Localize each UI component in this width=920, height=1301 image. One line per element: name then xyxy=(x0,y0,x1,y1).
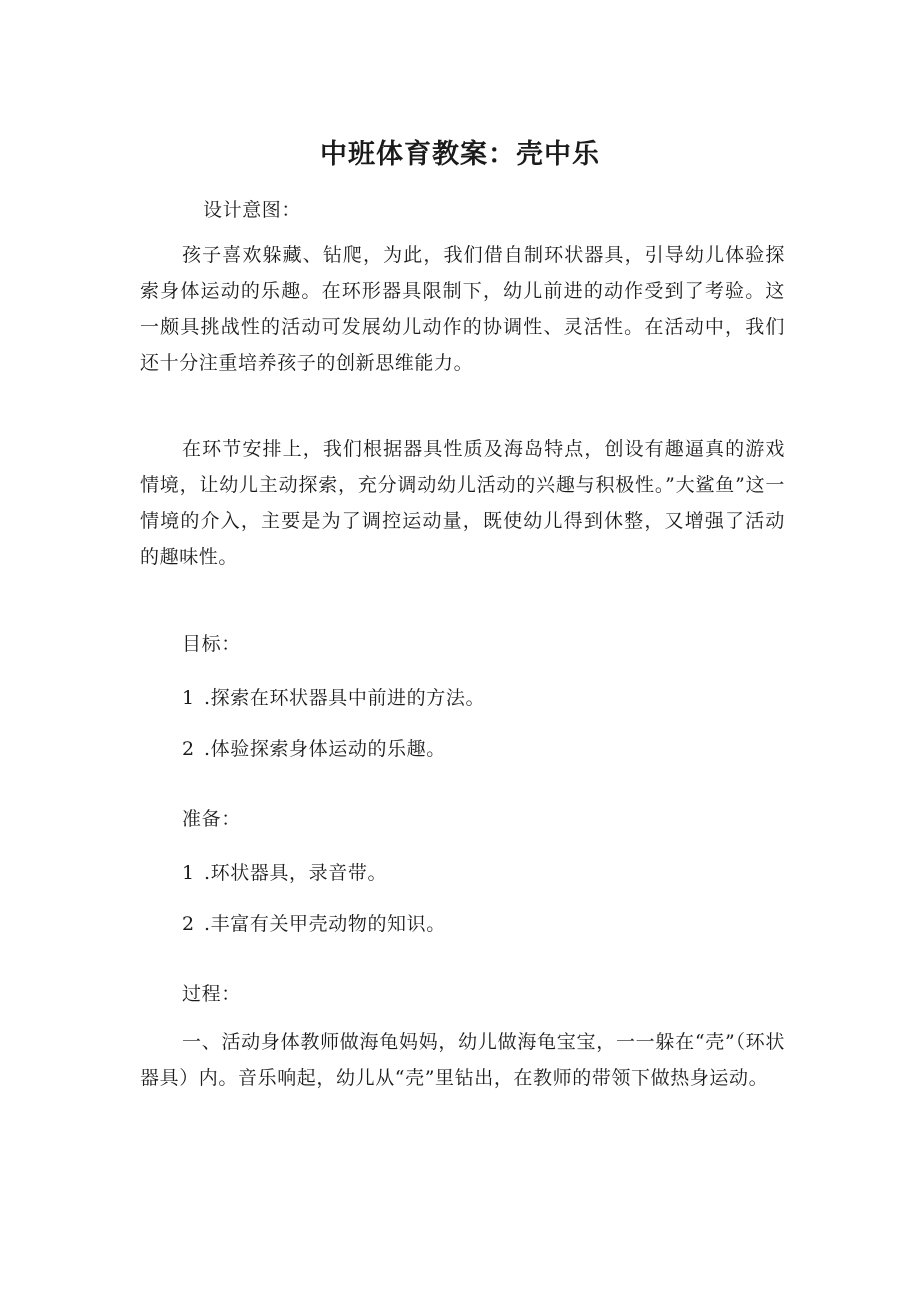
preparation-item-2-num: 2 xyxy=(182,913,195,935)
preparation-item-1-text: .环状器具，录音带。 xyxy=(204,862,388,884)
goal-item-2 xyxy=(182,731,446,767)
goal-item-2-text: .体验探索身体运动的乐趣。 xyxy=(204,738,446,760)
preparation-item-2-text: .丰富有关甲壳动物的知识。 xyxy=(204,913,446,935)
preparation-item-1-num: 1 xyxy=(182,862,195,884)
process-label: 过程： xyxy=(182,983,241,1005)
preparation-item-1 xyxy=(182,855,387,891)
process-paragraph-1: 一、活动身体教师做海龟妈妈，幼儿做海龟宝宝，一一躲在“壳”（环状器具）内。音乐响起，幼儿从“壳”里钻出，在教师的带领下做热身运动。 xyxy=(140,1031,785,1089)
design-intent-paragraph-1: 孩子喜欢躲藏、钻爬，为此，我们借自制环状器具，引导幼儿体验探索身体运动的乐趣。在环形器具限制下，幼儿前进的动作受到了考验。这一颇具挑战性的活动可发展幼儿动作的协调性、灵活性。在活动中，我们还十分注重培养孩子的创新思维能力。 xyxy=(140,244,785,374)
preparation-item-2 xyxy=(182,906,446,942)
design-intent-label: 设计意图： xyxy=(203,199,302,221)
preparation-label: 准备： xyxy=(182,808,241,830)
goal-item-1-text: .探索在环状器具中前进的方法。 xyxy=(204,687,486,709)
goal-item-1-num: 1 xyxy=(182,687,195,709)
goals-label: 目标： xyxy=(182,633,241,655)
goal-item-2-num: 2 xyxy=(182,738,195,760)
page-title: 中班体育教案：壳中乐 xyxy=(320,139,600,170)
design-intent-paragraph-2: 在环节安排上，我们根据器具性质及海岛特点，创设有趣逼真的游戏情境，让幼儿主动探索，充分调动幼儿活动的兴趣与积极性。”大鲨鱼”这一情境的介入，主要是为了调控运动量，既使幼儿得到休整，又增强了活动的趣味性。 xyxy=(140,438,785,568)
goal-item-1 xyxy=(182,680,485,716)
